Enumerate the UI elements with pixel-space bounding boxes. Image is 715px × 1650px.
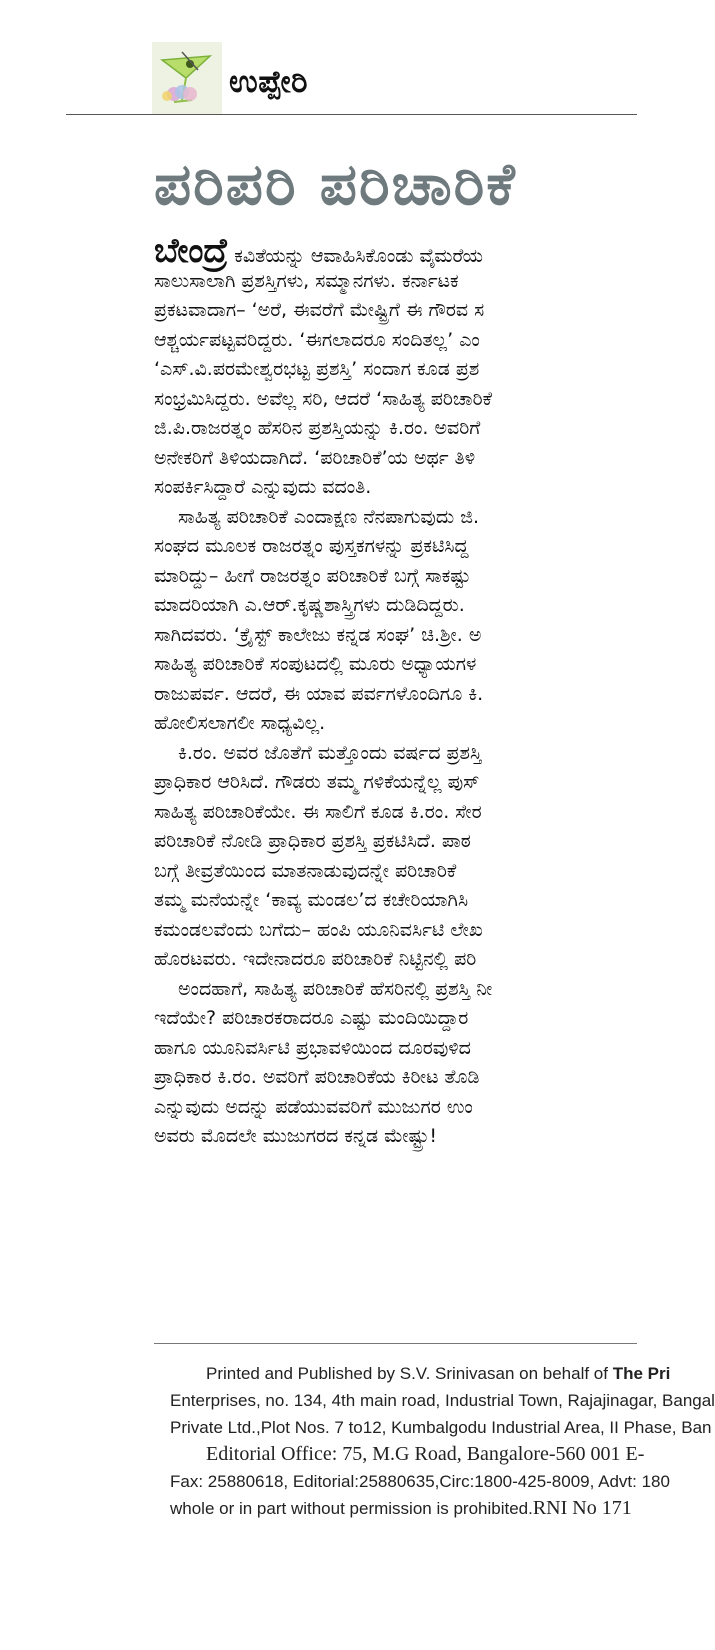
imprint-line: Editorial Office: 75, M.G Road, Bangalore-560 001 E-	[206, 1443, 645, 1465]
article-line: ಸಾಗಿದವರು. ‘ಕ್ರೈಸ್ಟ್‌ ಕಾಲೇಜು ಕನ್ನಡ ಸಂಘ’ ಚಿ.ಶ್ರೀ. ಅ	[154, 623, 482, 646]
article-line: ಪ್ರಕಟವಾದಾಗ– ‘ಅರೆ, ಈವರೆಗೆ ಮೇಷ್ಟ್ರಿಗೆ ಈ ಗೌರವ ಸ	[154, 299, 485, 321]
article-line: ಕಮಂಡಲವೆಂದು ಬಗೆದು– ಹಂಪಿ ಯೂನಿವರ್ಸಿಟಿ ಲೇಖ	[154, 918, 483, 941]
article-line: ಪ್ರಾಧಿಕಾರ ಕಿ.ರಂ. ಅವರಿಗೆ ಪರಿಚಾರಿಕೆಯ ಕಿರೀಟ ತೊಡಿ	[154, 1066, 480, 1088]
imprint-line: Fax: 25880618, Editorial:25880635,Circ:1800-425-8009, Advt: 180	[170, 1472, 670, 1491]
rni-number: RNI No 171	[532, 1497, 632, 1519]
article-line: ಮಾದರಿಯಾಗಿ ಎ.ಆರ್‌.ಕೃಷ್ಣಶಾಸ್ತ್ರಿಗಳು ದುಡಿದಿದ್ದರು.	[154, 594, 465, 616]
article-line: ಕಿ.ರಂ. ಅವರ ಜೊತೆಗೆ ಮತ್ತೊಂದು ವರ್ಷದ ಪ್ರಶಸ್ತಿ	[178, 741, 482, 764]
article-line: ಅವರು ಮೊದಲೇ ಮುಜುಗರದ ಕನ್ನಡ ಮೇಷ್ಟ್ರು!	[154, 1125, 437, 1147]
article-line: ಪರಿಚಾರಿಕೆ ನೋಡಿ ಪ್ರಾಧಿಕಾರ ಪ್ರಶಸ್ತಿ ಪ್ರಕಟಿಸಿದೆ. ಪಾಠ	[154, 830, 471, 852]
article-line	[154, 231, 637, 271]
article-line: ಸಂಪರ್ಕಿಸಿದ್ದಾರೆ ಎನ್ನುವುದು ವದಂತಿ.	[154, 476, 372, 498]
article-line: ಸಾಹಿತ್ಯ ಪರಿಚಾರಿಕೆಯೇ. ಈ ಸಾಲಿಗೆ ಕೂಡ ಕಿ.ರಂ. ಸೇರ	[154, 800, 482, 823]
article-line: ಪ್ರಾಧಿಕಾರ ಆರಿಸಿದೆ. ಗೌಡರು ತಮ್ಮ ಗಳಿಕೆಯನ್ನೆಲ್ಲ ಪುಸ್	[154, 771, 480, 793]
article-line: ಹೋಲಿಸಲಾಗಲೀ ಸಾಧ್ಯವಿಲ್ಲ.	[154, 712, 326, 734]
imprint-block	[170, 1360, 715, 1522]
publisher-name: The Pri	[612, 1364, 671, 1383]
article-line: ಸಾಹಿತ್ಯ ಪರಿಚಾರಿಕೆ ಎಂದಾಕ್ಷಣ ನೆನಪಾಗುವುದು ಜಿ.	[178, 505, 480, 528]
article-line: ಇದೆಯೇ? ಪರಿಚಾರಕರಾದರೂ ಎಷ್ಟು ಮಂದಿಯಿದ್ದಾರ	[154, 1007, 469, 1029]
footer-divider	[154, 1343, 637, 1344]
article-text: ಕವಿತೆಯನ್ನು ಆವಾಹಿಸಿಕೊಂಡು ವೈಮರೆಯ	[234, 245, 484, 267]
article-line: ತಮ್ಮ ಮನೆಯನ್ನೇ ‘ಕಾವ್ಯ ಮಂಡಲ’ದ ಕಚೇರಿಯಾಗಿಸಿ	[154, 889, 469, 911]
imprint-line: Enterprises, no. 134, 4th main road, Industrial Town, Rajajinagar, Bangal	[170, 1391, 715, 1410]
imprint-text: Printed and Published by S.V. Srinivasan on behalf of	[206, 1364, 613, 1383]
article-line: ಮಾರಿದ್ದು– ಹೀಗೆ ರಾಜರತ್ನಂ ಪರಿಚಾರಿಕೆ ಬಗ್ಗೆ ಸಾಕಷ್ಟು	[154, 564, 471, 587]
article-line: ಸಂಭ್ರಮಿಸಿದ್ದರು. ಅವೆಲ್ಲ ಸರಿ, ಆದರೆ ‘ಸಾಹಿತ್ಯ ಪರಿಚಾರಿಕೆ	[154, 387, 492, 410]
article-line: ಎನ್ನುವುದು ಅದನ್ನು ಪಡೆಯುವವರಿಗೆ ಮುಜುಗರ ಉಂ	[154, 1095, 473, 1118]
cocktail-glass-icon	[152, 42, 222, 114]
article-line: ಸಾಲುಸಾಲಾಗಿ ಪ್ರಶಸ್ತಿಗಳು, ಸಮ್ಮಾನಗಳು. ಕರ್ನಾಟಕ	[154, 269, 459, 292]
article-line: ಹಾಗೂ ಯೂನಿವರ್ಸಿಟಿ ಪ್ರಭಾವಳಿಯಿಂದ ದೂರವುಳಿದ	[154, 1036, 471, 1059]
section-label: ಉಪ್ಪೇರಿ	[229, 64, 308, 100]
article-line: ಸಾಹಿತ್ಯ ಪರಿಚಾರಿಕೆ ಸಂಪುಟದಲ್ಲಿ ಮೂರು ಅಧ್ಯಾಯಗಳ	[154, 653, 477, 675]
dropcap-word: ಬೇಂದ್ರೆ	[154, 231, 229, 271]
article-line: ಅನೇಕರಿಗೆ ತಿಳಿಯದಾಗಿದೆ. ‘ಪರಿಚಾರಿಕೆ’ಯ ಅರ್ಥ ತಿಳಿ	[154, 446, 476, 469]
article-body	[154, 231, 637, 1152]
article-line: ಬಗ್ಗೆ ತೀವ್ರತೆಯಿಂದ ಮಾತನಾಡುವುದನ್ನೇ ಪರಿಚಾರಿಕೆ	[154, 859, 457, 882]
article-line: ಜಿ.ಪಿ.ರಾಜರತ್ನಂ ಹೆಸರಿನ ಪ್ರಶಸ್ತಿಯನ್ನು ಕಿ.ರಂ. ಅವರಿಗೆ	[154, 417, 481, 439]
article-line: ಆಶ್ಚರ್ಯಪಟ್ಟವರಿದ್ದರು. ‘ಈಗಲಾದರೂ ಸಂದಿತಲ್ಲ’ ಎಂ	[154, 328, 480, 351]
imprint-text: whole or in part without permission is prohibited.	[170, 1499, 533, 1518]
imprint-line	[170, 1360, 671, 1387]
header-divider	[66, 114, 637, 115]
article-line: ಸಂಘದ ಮೂಲಕ ರಾಜರತ್ನಂ ಪುಸ್ತಕಗಳನ್ನು ಪ್ರಕಟಿಸಿದ್ದ	[154, 535, 469, 557]
imprint-line: Private Ltd.,Plot Nos. 7 to12, Kumbalgodu Industrial Area, II Phase, Ban	[170, 1418, 712, 1437]
article-line: ಅಂದಹಾಗೆ, ಸಾಹಿತ್ಯ ಪರಿಚಾರಿಕೆ ಹೆಸರಿನಲ್ಲಿ ಪ್ರಶಸ್ತಿ ನೀ	[178, 977, 493, 1000]
article-line: ಹೊರಟವರು. ಇದೇನಾದರೂ ಪರಿಚಾರಿಕೆ ನಿಟ್ಟಿನಲ್ಲಿ ಪರಿ	[154, 948, 477, 970]
imprint-line	[170, 1495, 637, 1522]
article-headline: ಪರಿಪರಿ ಪರಿಚಾರಿಕೆ	[154, 150, 517, 218]
article-line: ರಾಜುಪರ್ವ. ಆದರೆ, ಈ ಯಾವ ಪರ್ವಗಳೊಂದಿಗೂ ಕಿ.	[154, 682, 484, 705]
article-line: ‘ಎಸ್‌.ವಿ.ಪರಮೇಶ್ವರಭಟ್ಟ ಪ್ರಶಸ್ತಿ’ ಸಂದಾಗ ಕೂಡ ಪ್ರಶ	[154, 358, 480, 380]
